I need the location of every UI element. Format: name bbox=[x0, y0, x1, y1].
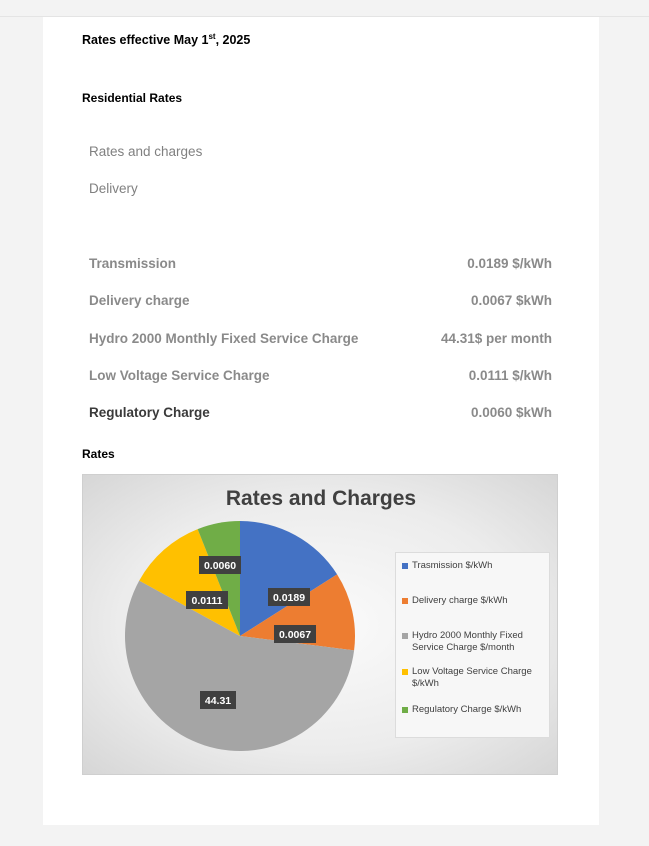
rate-row-low-voltage bbox=[89, 368, 552, 383]
effective-date-text: Rates effective May 1 bbox=[82, 33, 209, 48]
pie-data-label bbox=[268, 588, 310, 606]
legend-swatch bbox=[402, 598, 408, 604]
rate-value: 0.0111 $/kWh bbox=[468, 368, 552, 383]
rate-value: 0.0067 $kWh bbox=[470, 293, 552, 308]
legend-label: Delivery charge $/kWh bbox=[412, 595, 508, 606]
delivery-label: Delivery bbox=[89, 181, 138, 196]
legend-swatch bbox=[402, 707, 408, 713]
pie-chart bbox=[82, 474, 558, 775]
rates-heading: Rates bbox=[82, 447, 115, 461]
rate-value: 44.31$ per month bbox=[440, 331, 552, 346]
data-label-text: 0.0111 bbox=[191, 595, 223, 607]
effective-date-year: , 2025 bbox=[215, 33, 251, 48]
effective-date-heading bbox=[82, 32, 250, 47]
chart-title: Rates and Charges bbox=[225, 487, 417, 510]
legend-swatch bbox=[402, 669, 408, 675]
legend-swatch bbox=[402, 563, 408, 569]
data-label-text: 0.0060 bbox=[203, 560, 237, 572]
legend-label: Regulatory Charge $/kWh bbox=[412, 704, 522, 715]
residential-rates-heading: Residential Rates bbox=[82, 91, 183, 105]
legend-item bbox=[402, 560, 552, 572]
rate-label: Regulatory Charge bbox=[89, 405, 210, 420]
rate-value: 0.0060 $kWh bbox=[470, 405, 552, 420]
legend-item bbox=[402, 595, 552, 607]
legend-item bbox=[402, 704, 552, 716]
rate-row-delivery bbox=[89, 293, 552, 308]
rate-label: Delivery charge bbox=[89, 293, 190, 308]
pie-data-label bbox=[199, 556, 241, 574]
data-label-text: 0.0189 bbox=[272, 592, 306, 604]
legend-item bbox=[402, 630, 552, 654]
pie-data-label bbox=[200, 691, 236, 709]
pie-data-label bbox=[274, 625, 316, 643]
rate-label: Hydro 2000 Monthly Fixed Service Charge bbox=[89, 331, 359, 346]
document-page bbox=[43, 17, 599, 825]
legend-label: Trasmission $/kWh bbox=[412, 560, 493, 571]
rate-row-fixed-service bbox=[89, 331, 552, 346]
rate-label: Low Voltage Service Charge bbox=[89, 368, 270, 383]
legend-label: Low Voltage Service Charge $/kWh bbox=[412, 666, 532, 689]
rate-label: Transmission bbox=[89, 256, 177, 271]
data-label-text: 44.31 bbox=[204, 695, 232, 707]
data-label-text: 0.0067 bbox=[278, 629, 312, 641]
rate-row-regulatory bbox=[89, 405, 552, 420]
rate-value: 0.0189 $/kWh bbox=[467, 256, 552, 271]
chart-legend bbox=[395, 552, 550, 738]
rates-and-charges-label: Rates and charges bbox=[89, 144, 203, 159]
rate-row-transmission bbox=[89, 256, 552, 271]
pie-data-label bbox=[186, 591, 228, 609]
legend-item bbox=[402, 666, 552, 690]
legend-label: Hydro 2000 Monthly Fixed Service Charge $/month bbox=[412, 630, 523, 653]
legend-swatch bbox=[402, 633, 408, 639]
effective-date-ordinal: st bbox=[208, 32, 216, 41]
